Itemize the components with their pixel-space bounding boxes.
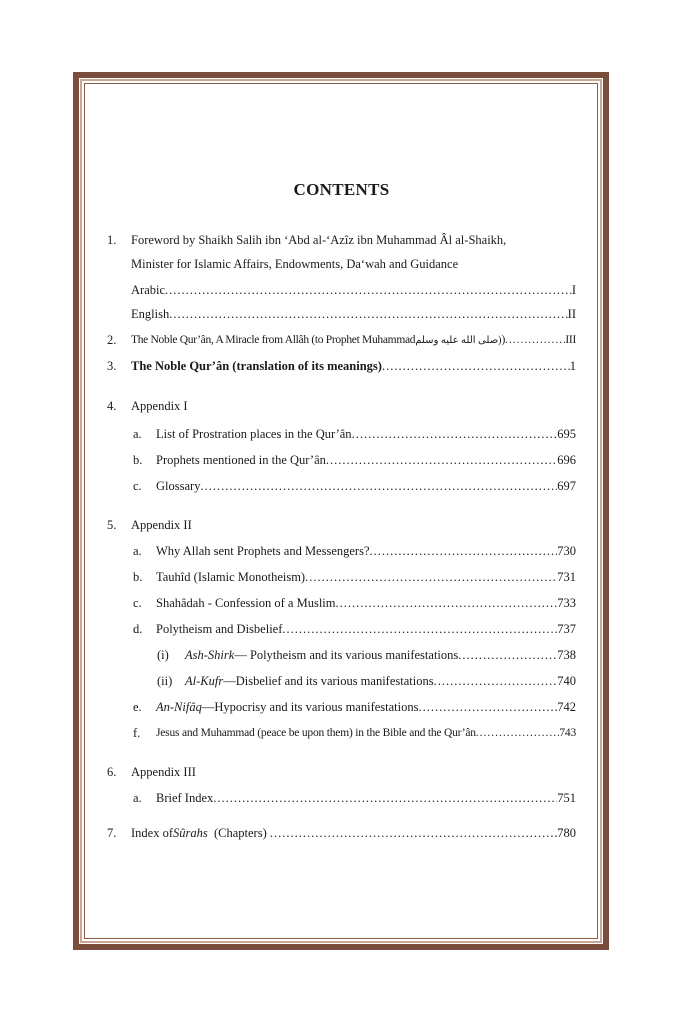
sub-label: a. [133,427,142,441]
toc-entry-text: —Hypocrisy and its various manifestations [201,700,419,714]
toc-row-polytheism[interactable] [156,621,576,637]
page-number: 1 [569,359,576,373]
page-number: 731 [557,570,576,584]
toc-row-brief-index[interactable] [156,790,576,806]
toc-row-kufr[interactable] [185,673,576,689]
toc-entry-text: Index of [131,826,173,840]
appendix-heading: Appendix I [131,399,188,413]
toc-term: An-Nifâq [156,700,202,714]
toc-entry-text: Arabic [131,283,166,297]
toc-entry-text: Glossary [156,479,201,493]
page-number: 737 [557,622,576,636]
entry-number: 5. [107,518,117,532]
toc-entry-text: English [131,307,170,321]
page-number: 751 [557,791,576,805]
toc-row-nifaq[interactable] [156,699,576,715]
toc-entry-text: The Noble Qur’ân, A Miracle from Allâh (to Prophet Muhammad [131,334,416,346]
page-number: 697 [557,479,576,493]
page-number: 733 [557,596,576,610]
sub-sub-label: (i) [157,648,169,662]
page-border [73,72,609,950]
dot-leader [505,332,565,348]
toc-row-surahs-index[interactable] [131,825,576,841]
dot-leader [418,699,557,715]
sub-label: a. [133,544,142,558]
page-number: 780 [557,826,576,840]
toc-term: Ash-Shirk [185,648,235,662]
entry-number: 1. [107,233,117,247]
entry-foreword-line2: Minister for Islamic Affairs, Endowments, Da‘wah and Guidance [131,257,459,271]
toc-entry-text: — Polytheism and its various manifestations [234,648,459,662]
sub-label: b. [133,453,143,467]
sub-label: c. [133,596,142,610]
toc-entry-text: List of Prostration places in the Qur’ân [156,427,352,441]
dot-leader [270,825,557,841]
toc-row-prostration[interactable] [156,426,576,442]
dot-leader [458,647,557,663]
dot-leader [169,306,567,322]
toc-entry-text: The Noble Qur’ân (translation of its meanings) [131,359,382,373]
dot-leader [200,478,557,494]
toc-row-why-prophets[interactable] [156,543,576,559]
page-number: 740 [557,674,576,688]
closing-paren: ) [501,334,506,346]
toc-row-tauhid[interactable] [156,569,576,585]
toc-row-glossary[interactable] [156,478,576,494]
page-number: II [567,307,576,321]
sub-sub-label: (ii) [157,674,173,688]
sub-label: d. [133,622,143,636]
toc-entry-text: —Disbelief and its various manifestations [223,674,434,688]
contents-title: CONTENTS [293,180,390,199]
dot-leader [213,790,557,806]
dot-leader [434,673,558,689]
sub-label: c. [133,479,142,493]
dot-leader [165,282,572,298]
toc-term: Sûrahs [173,826,208,840]
toc-entry-text-suffix: (Chapters) [207,826,270,840]
page-number: 742 [557,700,576,714]
page-number: 738 [557,648,576,662]
page-number: 695 [557,427,576,441]
dot-leader [476,725,560,741]
page-number: 730 [557,544,576,558]
entry-number: 6. [107,765,117,779]
toc-entry-text: Tauhîd (Islamic Monotheism) [156,570,306,584]
toc-entry-text: Shahâdah - Confession of a Muslim [156,596,336,610]
entry-number: 3. [107,359,117,373]
entry-foreword-line1: Foreword by Shaikh Salih ibn ‘Abd al-‘Azîz ibn Muhammad Âl al-Shaikh, [131,233,507,247]
entry-number: 2. [107,333,117,347]
dot-leader [352,426,558,442]
dot-leader [282,621,557,637]
appendix-heading: Appendix II [131,518,192,532]
toc-entry-text: Jesus and Muhammad (peace be upon them) in the Bible and the Qur’ân [156,727,476,739]
toc-entry-text: Polytheism and Disbelief [156,622,283,636]
sub-label: e. [133,700,142,714]
entry-number: 7. [107,826,117,840]
dot-leader [305,569,557,585]
toc-entry-text: Why Allah sent Prophets and Messengers? [156,544,370,558]
toc-row-shahadah[interactable] [156,595,576,611]
sub-label: f. [133,726,141,740]
toc-row-miracle[interactable] [131,332,576,349]
toc-entry-text: Brief Index [156,791,214,805]
dot-leader [370,543,558,559]
sub-label: b. [133,570,143,584]
page-number: 696 [557,453,576,467]
page-border-inner [84,83,598,939]
toc-row-arabic[interactable] [131,282,576,298]
dot-leader [336,595,558,611]
toc-row-prophets[interactable] [156,452,576,468]
toc-entry-text: Prophets mentioned in the Qur’ân [156,453,326,467]
sub-label: a. [133,791,142,805]
dot-leader [382,358,570,374]
toc-row-translation[interactable] [131,358,576,374]
dot-leader [326,452,557,468]
arabic-salutation: (صلى الله عليه وسلم [415,335,502,346]
toc-row-jesus-muhammad[interactable] [156,725,576,741]
entry-number: 4. [107,399,117,413]
page-number: I [571,283,576,297]
page-number: III [565,334,576,346]
appendix-heading: Appendix III [131,765,196,779]
page-number: 743 [559,727,576,739]
toc-row-english[interactable] [131,306,576,322]
toc-term: Al-Kufr [185,674,224,688]
toc-row-shirk[interactable] [185,647,576,663]
